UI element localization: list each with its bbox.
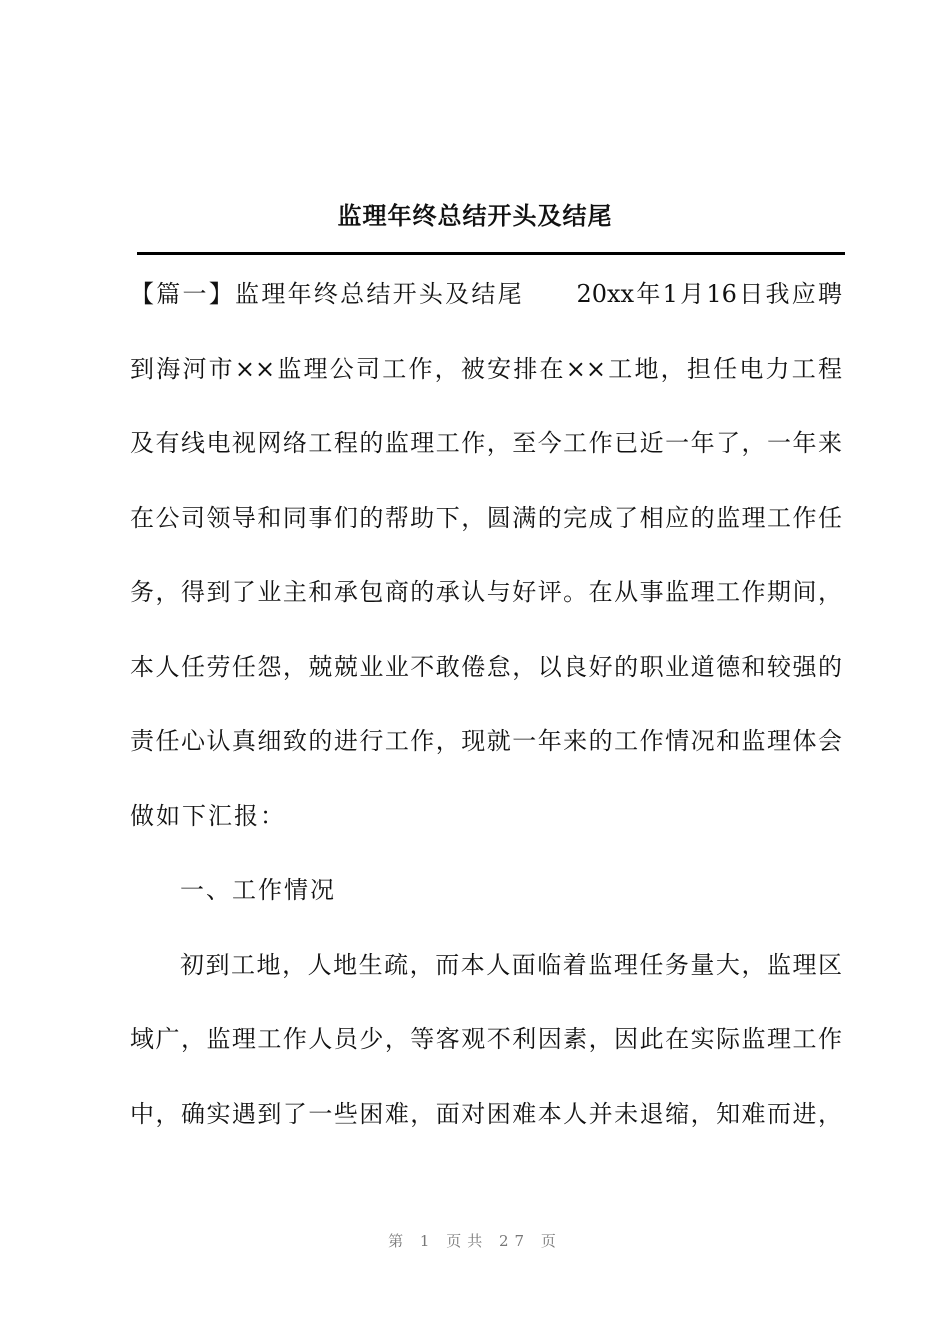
paragraph-line: 做如下汇报： — [130, 801, 286, 830]
paragraph-line: 务，得到了业主和承包商的承认与好评。在从事监理工作期间， — [130, 578, 842, 606]
section-heading: 一、工作情况 — [180, 876, 336, 904]
paragraph-line: 中，确实遇到了一些困难，面对困难本人并未退缩，知难而进， — [130, 1099, 842, 1128]
paragraph-line: 域广，监理工作人员少，等客观不利因素，因此在实际监理工作 — [130, 1025, 842, 1053]
paragraph-line: 责任心认真细致的进行工作，现就一年来的工作情况和监理体会 — [130, 727, 842, 755]
paragraph-line: 在公司领导和同事们的帮助下，圆满的完成了相应的监理工作任 — [130, 503, 842, 532]
paragraph-line: 到海河市××监理公司工作，被安排在××工地，担任电力工程 — [130, 354, 842, 383]
paragraph-line: 及有线电视网络工程的监理工作，至今工作已近一年了，一年来 — [130, 429, 842, 457]
page-footer: 第 1 页共 27 页 — [388, 1232, 562, 1250]
paragraph-line: 本人任劳任怨，兢兢业业不敢倦怠，以良好的职业道德和较强的 — [130, 652, 842, 681]
title-underline — [137, 252, 845, 255]
document-body — [130, 266, 842, 1160]
paragraph-line: 初到工地，人地生疏，而本人面临着监理任务量大，监理区 — [180, 950, 842, 979]
document-title: 监理年终总结开头及结尾 — [337, 201, 613, 230]
paragraph-line: 【篇一】监理年终总结开头及结尾 20xx年1月16日我应聘 — [130, 280, 842, 308]
